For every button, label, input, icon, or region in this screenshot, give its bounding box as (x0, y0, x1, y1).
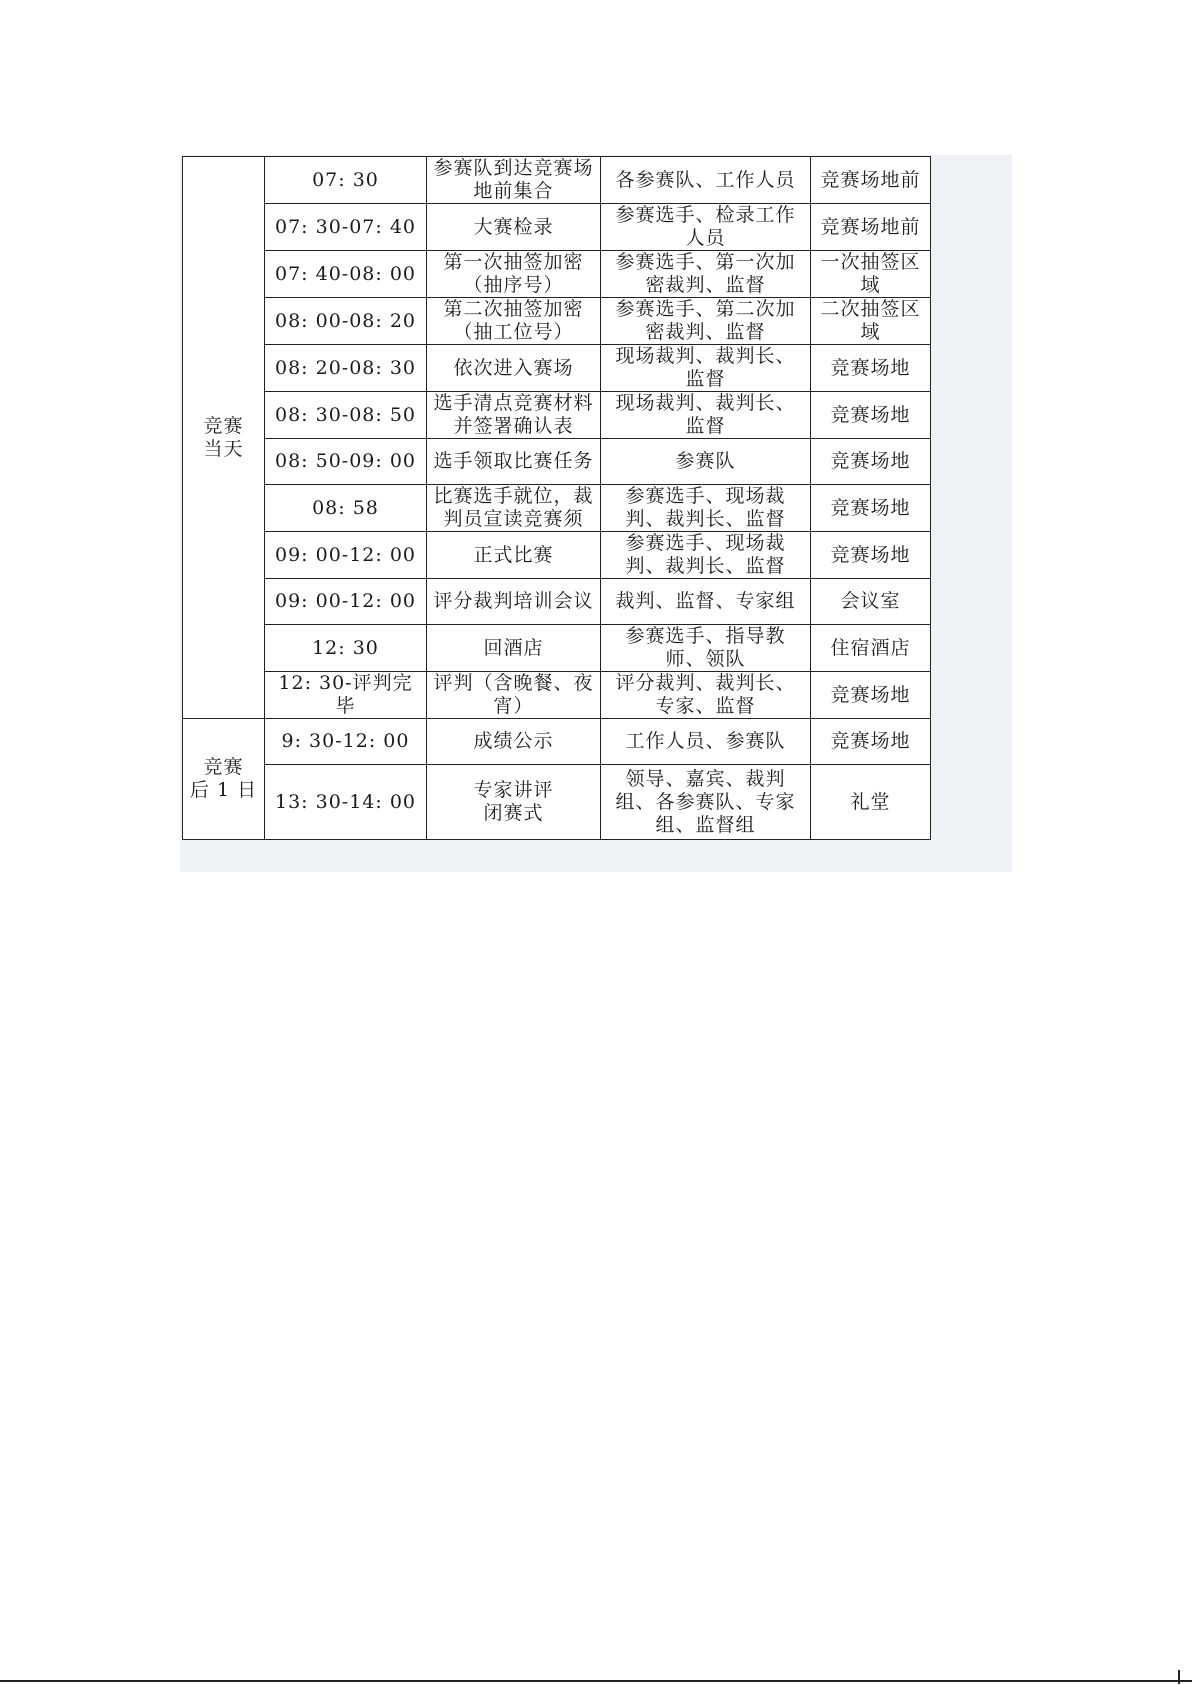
time-cell: 07: 30-07: 40 (265, 204, 427, 251)
location-cell: 竞赛场地 (811, 485, 931, 532)
location-cell: 竞赛场地 (811, 392, 931, 439)
activity-cell: 评判（含晚餐、夜宵） (427, 672, 601, 719)
participants-cell: 参赛选手、现场裁判、裁判长、监督 (601, 485, 811, 532)
activity-cell: 选手领取比赛任务 (427, 439, 601, 485)
table-row (183, 345, 931, 392)
location-cell: 竞赛场地 (811, 672, 931, 719)
table-row (183, 392, 931, 439)
table-row (183, 672, 931, 719)
activity-cell: 专家讲评 闭赛式 (427, 765, 601, 840)
location-cell: 礼堂 (811, 765, 931, 840)
page-corner-tick (1178, 1670, 1180, 1684)
location-cell: 竞赛场地 (811, 345, 931, 392)
activity-cell: 正式比赛 (427, 532, 601, 579)
participants-cell: 参赛选手、第一次加密裁判、监督 (601, 251, 811, 298)
day-group-cell (183, 157, 265, 719)
table-row (183, 485, 931, 532)
day-group-label: 竞赛 后 1 日 (189, 756, 258, 801)
table-row (183, 532, 931, 579)
participants-cell: 参赛选手、指导教师、领队 (601, 625, 811, 672)
participants-cell: 裁判、监督、专家组 (601, 579, 811, 625)
location-cell: 二次抽签区域 (811, 298, 931, 345)
location-cell: 住宿酒店 (811, 625, 931, 672)
table-row (183, 439, 931, 485)
activity-cell: 比赛选手就位，裁判员宣读竞赛须 (427, 485, 601, 532)
time-cell: 07: 30 (265, 157, 427, 204)
participants-cell: 评分裁判、裁判长、专家、监督 (601, 672, 811, 719)
participants-cell: 领导、嘉宾、裁判组、各参赛队、专家组、监督组 (601, 765, 811, 840)
time-cell: 09: 00-12: 00 (265, 579, 427, 625)
participants-cell: 各参赛队、工作人员 (601, 157, 811, 204)
participants-cell: 现场裁判、裁判长、监督 (601, 392, 811, 439)
location-cell: 竞赛场地 (811, 439, 931, 485)
table-row (183, 157, 931, 204)
time-cell: 9: 30-12: 00 (265, 719, 427, 765)
location-cell: 竞赛场地前 (811, 204, 931, 251)
time-cell: 09: 00-12: 00 (265, 532, 427, 579)
table-row (183, 298, 931, 345)
location-cell: 一次抽签区域 (811, 251, 931, 298)
activity-cell: 大赛检录 (427, 204, 601, 251)
participants-cell: 参赛选手、现场裁判、裁判长、监督 (601, 532, 811, 579)
competition-schedule-table (182, 156, 931, 840)
participants-cell: 参赛选手、检录工作人员 (601, 204, 811, 251)
activity-cell: 依次进入赛场 (427, 345, 601, 392)
activity-cell: 回酒店 (427, 625, 601, 672)
day-group-cell (183, 719, 265, 840)
activity-cell: 评分裁判培训会议 (427, 579, 601, 625)
participants-cell: 现场裁判、裁判长、监督 (601, 345, 811, 392)
table-row (183, 251, 931, 298)
location-cell: 竞赛场地 (811, 532, 931, 579)
table-row (183, 579, 931, 625)
location-cell: 竞赛场地前 (811, 157, 931, 204)
table-row (183, 625, 931, 672)
participants-cell: 工作人员、参赛队 (601, 719, 811, 765)
activity-cell: 成绩公示 (427, 719, 601, 765)
location-cell: 会议室 (811, 579, 931, 625)
table-row (183, 765, 931, 840)
participants-cell: 参赛队 (601, 439, 811, 485)
time-cell: 08: 58 (265, 485, 427, 532)
activity-cell: 第二次抽签加密（抽工位号） (427, 298, 601, 345)
activity-cell: 选手清点竞赛材料并签署确认表 (427, 392, 601, 439)
day-group-label: 竞赛 当天 (203, 414, 244, 460)
activity-cell: 第一次抽签加密（抽序号） (427, 251, 601, 298)
time-cell: 08: 00-08: 20 (265, 298, 427, 345)
participants-cell: 参赛选手、第二次加密裁判、监督 (601, 298, 811, 345)
table-row (183, 719, 931, 765)
time-cell: 12: 30-评判完毕 (265, 672, 427, 719)
time-cell: 13: 30-14: 00 (265, 765, 427, 840)
table-row (183, 204, 931, 251)
page-bottom-rule (0, 1680, 1192, 1682)
location-cell: 竞赛场地 (811, 719, 931, 765)
time-cell: 08: 50-09: 00 (265, 439, 427, 485)
time-cell: 12: 30 (265, 625, 427, 672)
activity-cell: 参赛队到达竞赛场地前集合 (427, 157, 601, 204)
time-cell: 08: 30-08: 50 (265, 392, 427, 439)
time-cell: 07: 40-08: 00 (265, 251, 427, 298)
time-cell: 08: 20-08: 30 (265, 345, 427, 392)
